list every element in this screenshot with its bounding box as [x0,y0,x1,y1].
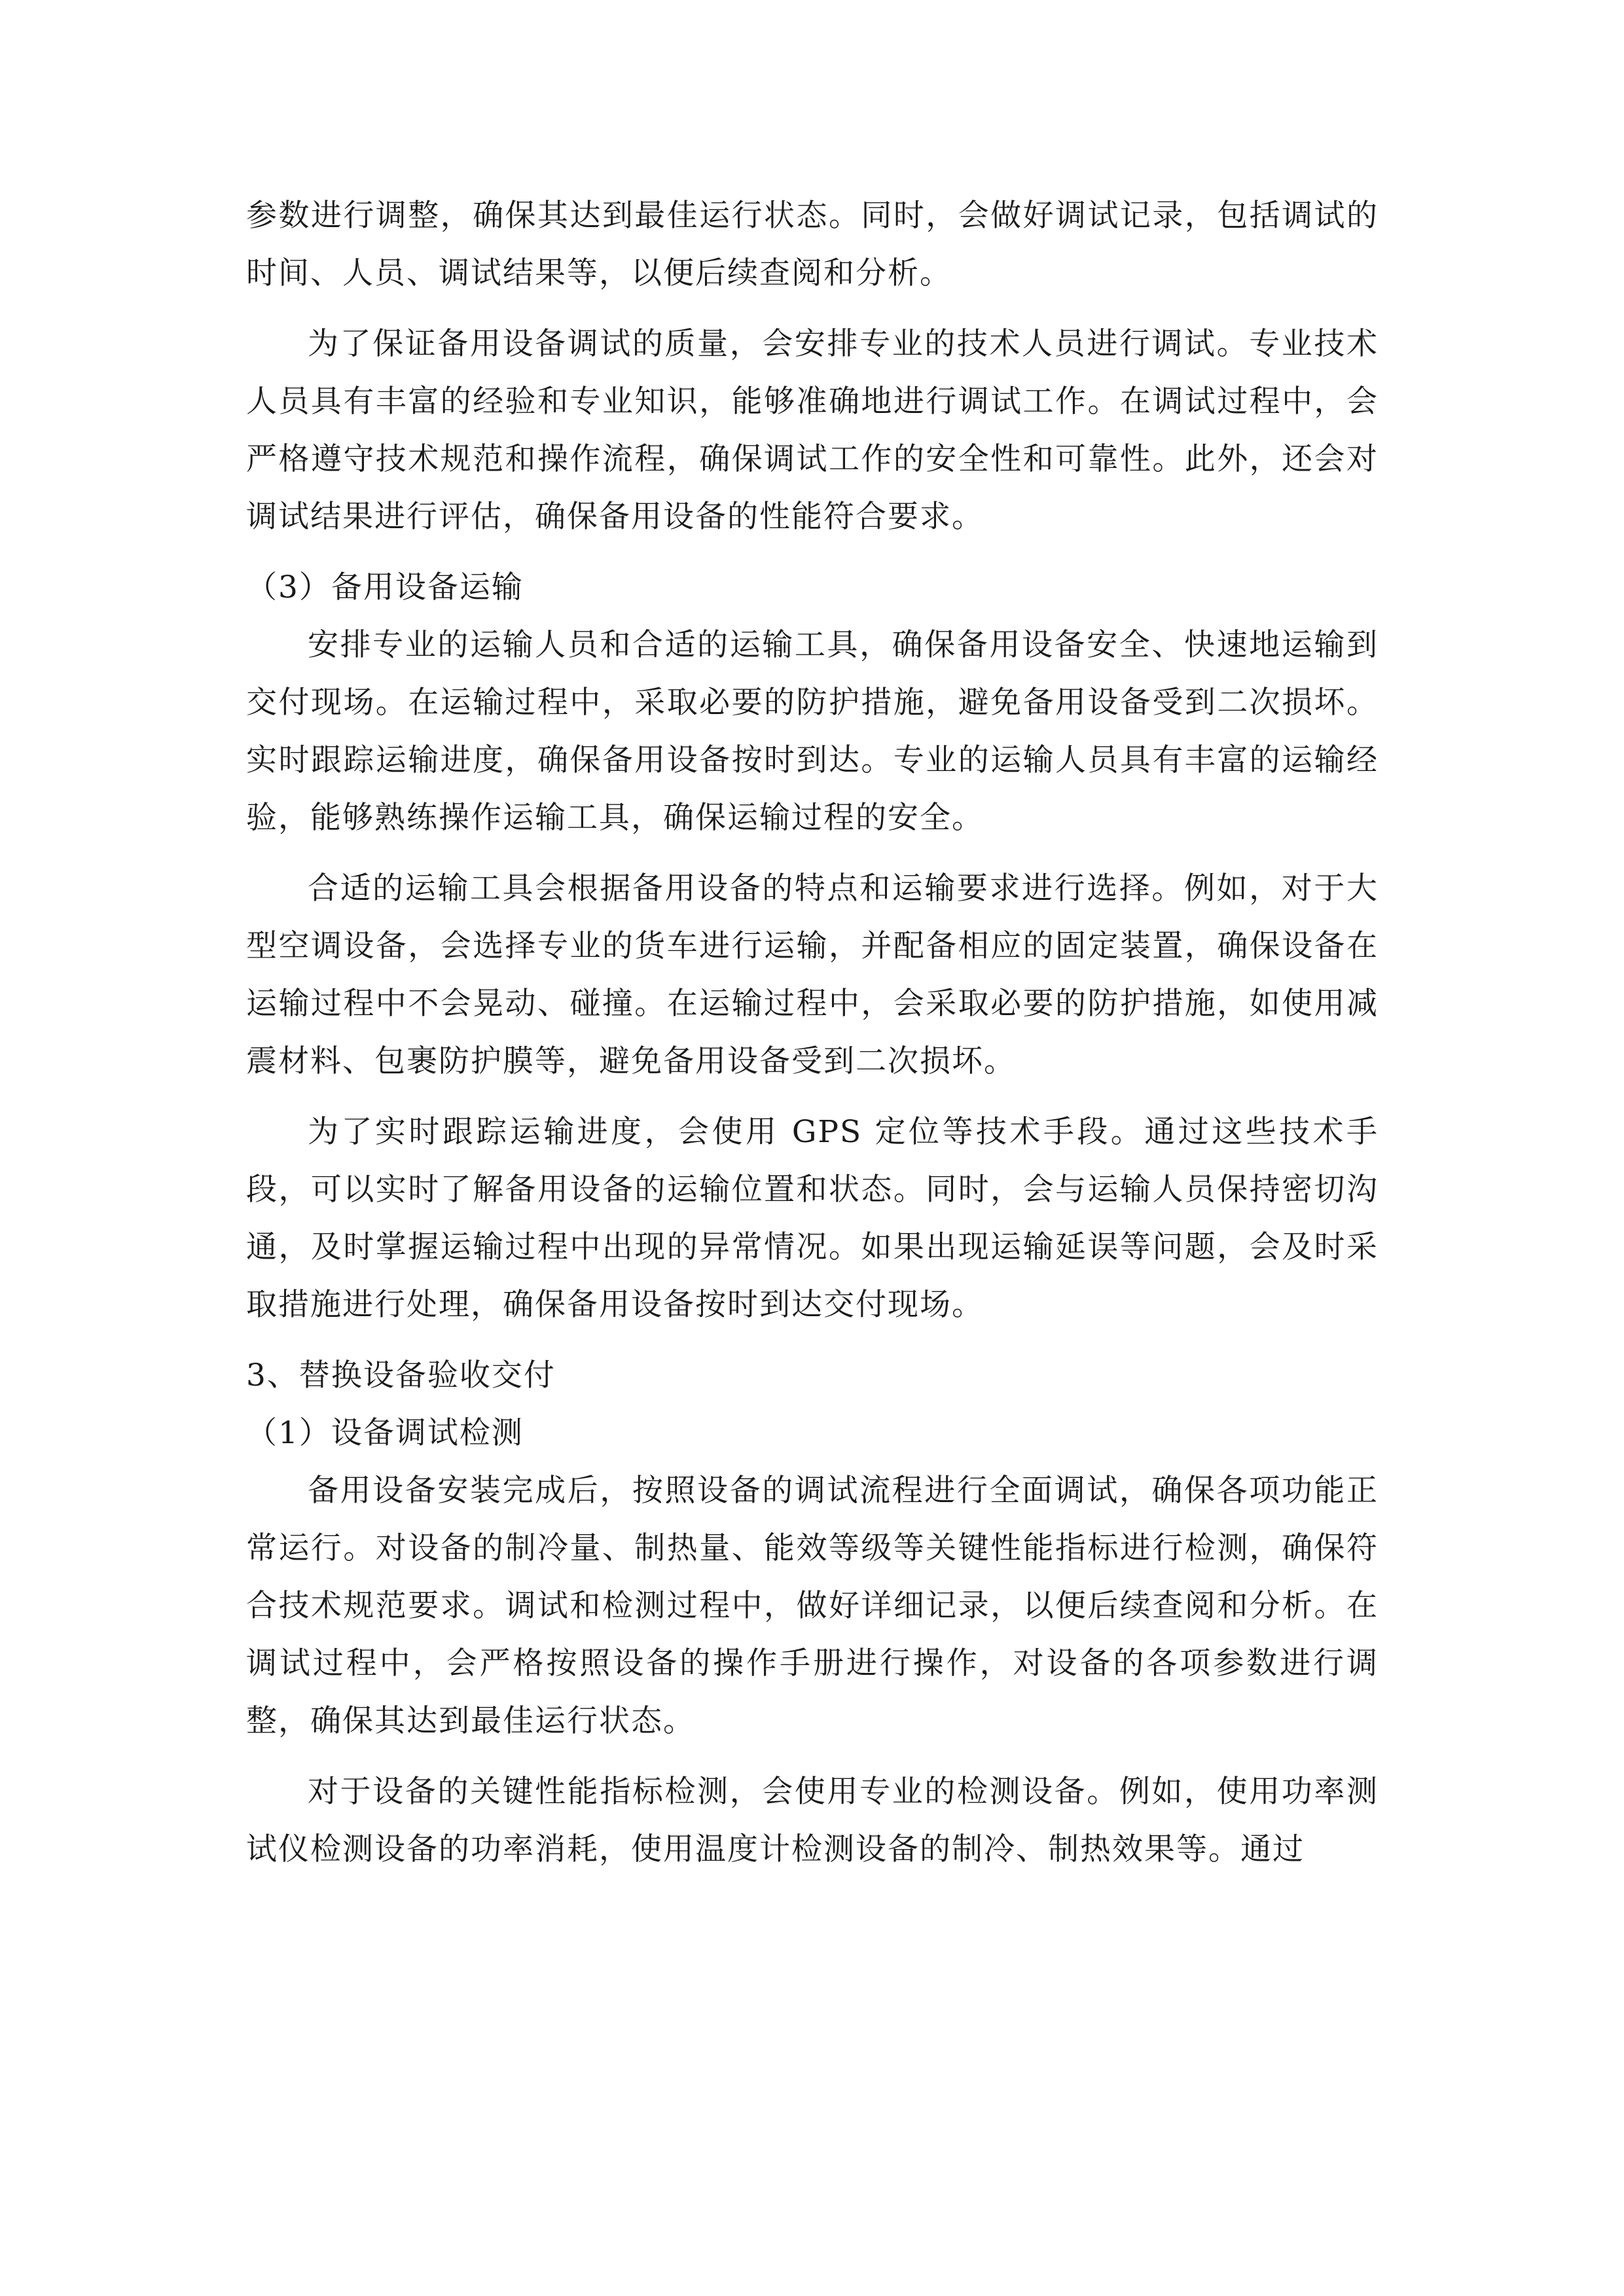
paragraph-transport-tools: 合适的运输工具会根据备用设备的特点和运输要求进行选择。例如，对于大型空调设备，会选择专业的货车进行运输，并配备相应的固定装置，确保设备在运输过程中不会晃动、碰撞。在运输过程中，会采取必要的防护措施，如使用减震材料、包裹防护膜等，避免备用设备受到二次损坏。 [246,870,1379,1079]
paragraph-transport-tracking: 为了实时跟踪运输进度，会使用 GPS 定位等技术手段。通过这些技术手段，可以实时了解备用设备的运输位置和状态。同时，会与运输人员保持密切沟通，及时掌握运输过程中出现的异常情况。如果出现运输延误等问题，会及时采取措施进行处理，确保备用设备按时到达交付现场。 [246,1114,1379,1323]
paragraph-debug-quality: 为了保证备用设备调试的质量，会安排专业的技术人员进行调试。专业技术人员具有丰富的经验和专业知识，能够准确地进行调试工作。在调试过程中，会严格遵守技术规范和操作流程，确保调试工作的安全性和可靠性。此外，还会对调试结果进行评估，确保备用设备的性能符合要求。 [246,326,1379,535]
paragraph-transport-arrangement: 安排专业的运输人员和合适的运输工具，确保备用设备安全、快速地运输到交付现场。在运输过程中，采取必要的防护措施，避免备用设备受到二次损坏。实时跟踪运输进度，确保备用设备按时到达。专业的运输人员具有丰富的运输经验，能够熟练操作运输工具，确保运输过程的安全。 [246,627,1379,836]
paragraph-continuation: 参数进行调整，确保其达到最佳运行状态。同时，会做好调试记录，包括调试的时间、人员、调试结果等，以便后续查阅和分析。 [246,198,1379,291]
document-body [246,187,1379,1892]
section-heading-debug-inspection: （1）设备调试检测 [246,1415,524,1451]
paragraph-debug-process: 备用设备安装完成后，按照设备的调试流程进行全面调试，确保各项功能正常运行。对设备的制冷量、制热量、能效等级等关键性能指标进行检测，确保符合技术规范要求。调试和检测过程中，做好详细记录，以便后续查阅和分析。在调试过程中，会严格按照设备的操作手册进行操作，对设备的各项参数进行调整，确保其达到最佳运行状态。 [246,1473,1379,1739]
section-heading-acceptance: 3、替换设备验收交付 [246,1357,556,1393]
section-heading-transport: （3）备用设备运输 [246,569,524,605]
paragraph-performance-testing: 对于设备的关键性能指标检测，会使用专业的检测设备。例如，使用功率测试仪检测设备的功率消耗，使用温度计检测设备的制冷、制热效果等。通过 [246,1774,1379,1867]
